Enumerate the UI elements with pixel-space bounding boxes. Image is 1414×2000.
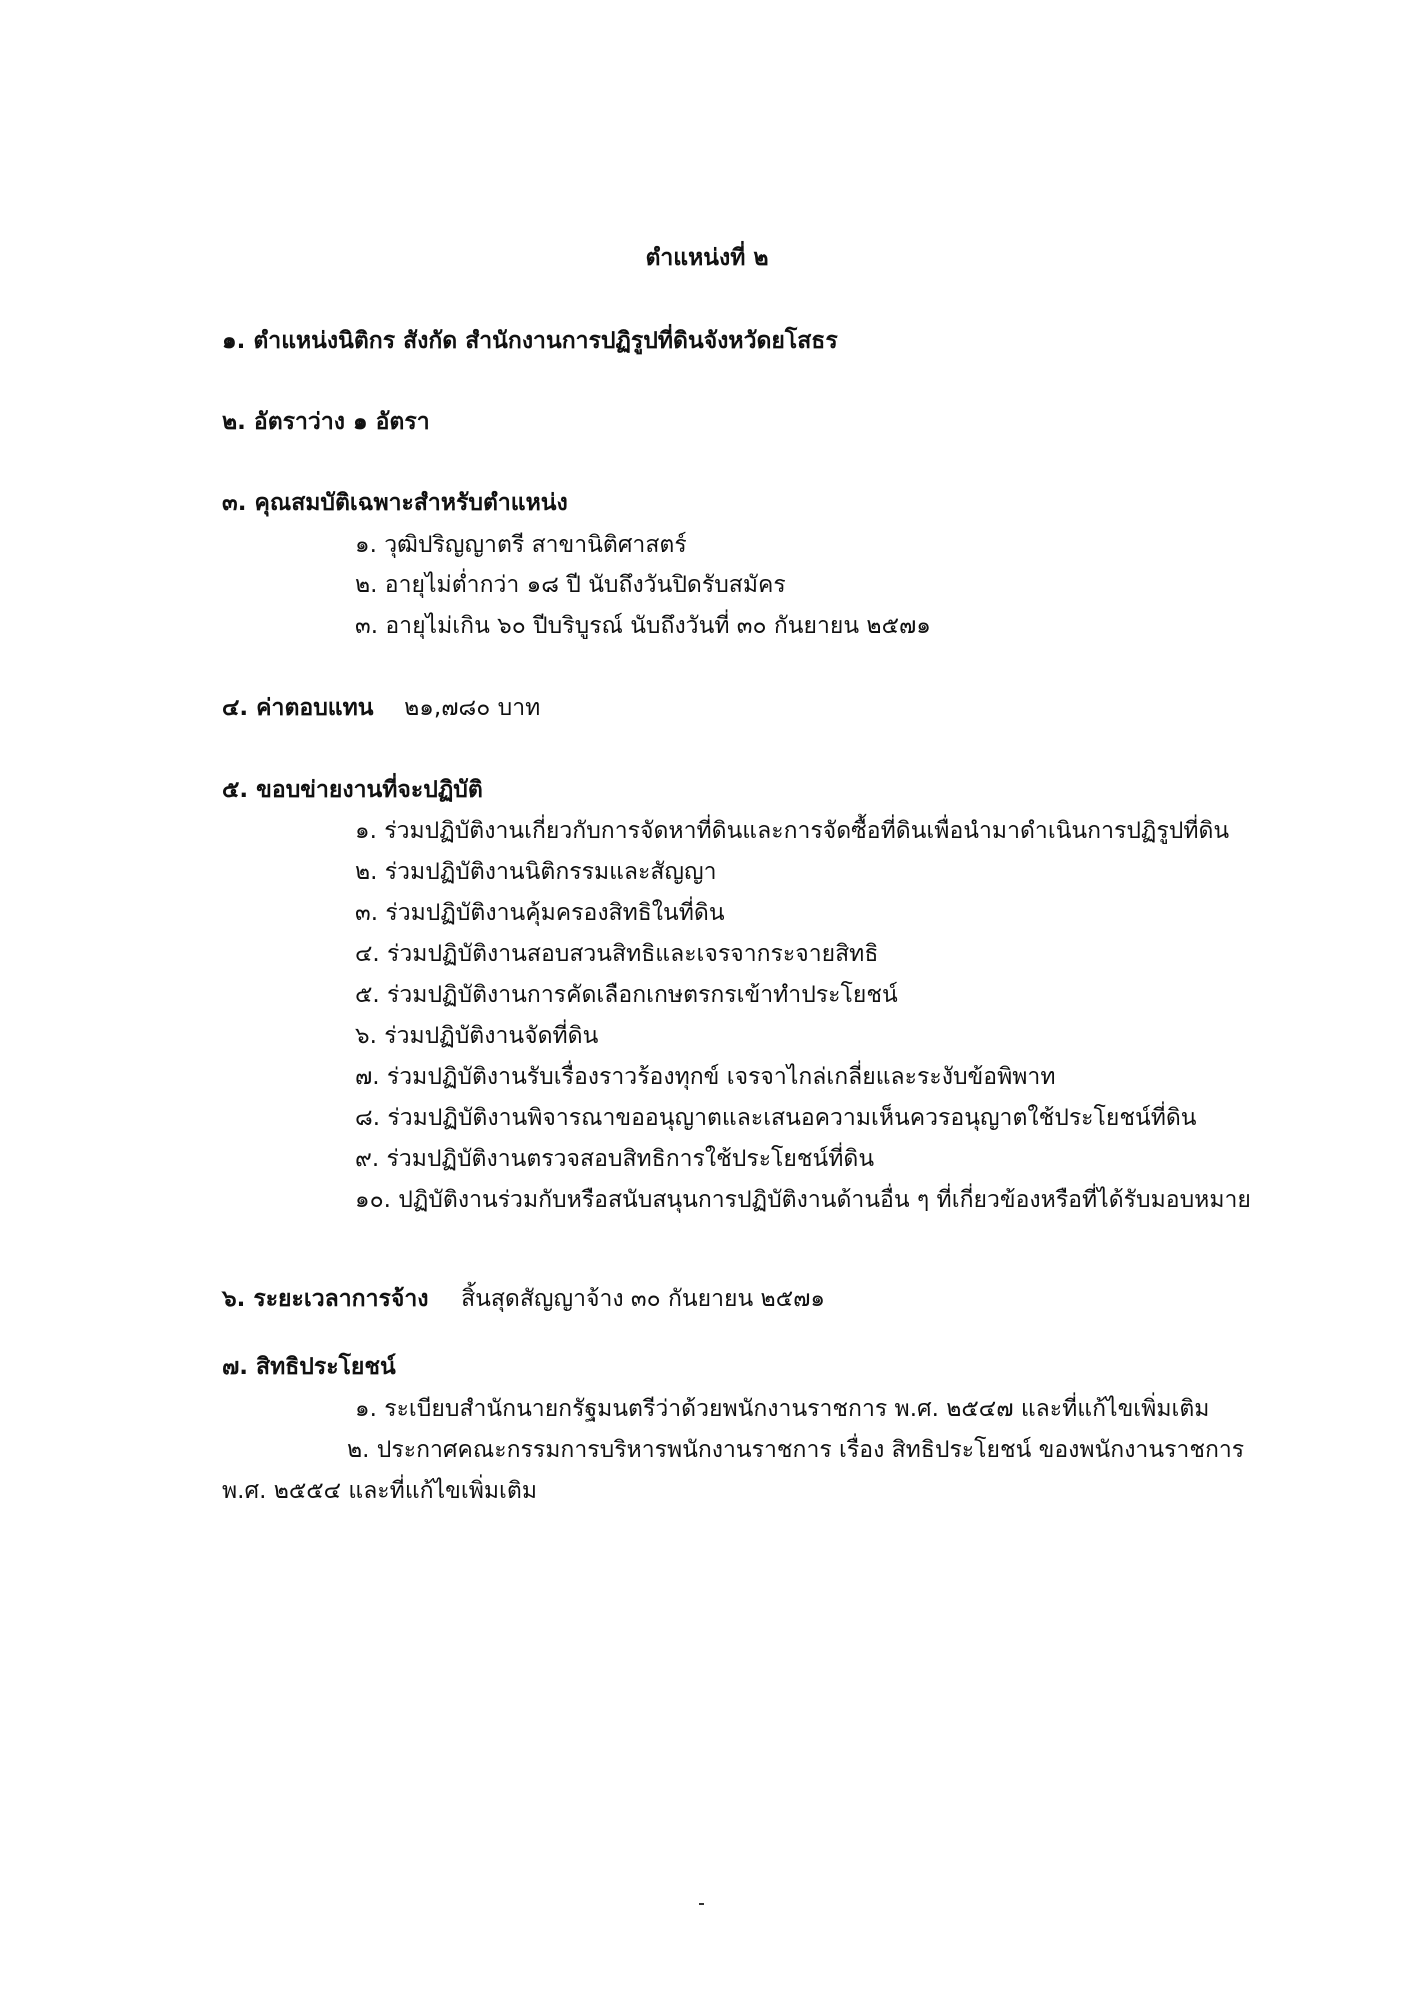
section-3-heading: ๓. คุณสมบัติเฉพาะสำหรับตำแหน่ง (222, 490, 568, 516)
duty-item: ๕. ร่วมปฏิบัติงานการคัดเลือกเกษตรกรเข้าทำประโยชน์ (355, 982, 898, 1008)
scan-speck (699, 1903, 704, 1905)
section-2-heading: ๒. อัตราว่าง ๑ อัตรา (222, 409, 430, 435)
compensation-value: ๒๑,๗๘๐ บาท (404, 695, 541, 721)
section-4-row (222, 693, 540, 723)
page-title: ตำแหน่งที่ ๒ (645, 245, 769, 271)
benefit-item: ๑. ระเบียบสำนักนายกรัฐมนตรีว่าด้วยพนักงานราชการ พ.ศ. ๒๕๔๗ และที่แก้ไขเพิ่มเติม (355, 1396, 1210, 1422)
duty-item: ๑๐. ปฏิบัติงานร่วมกับหรือสนับสนุนการปฏิบัติงานด้านอื่น ๆ ที่เกี่ยวข้องหรือที่ได้รับมอบหมาย (355, 1187, 1251, 1213)
duty-item: ๒. ร่วมปฏิบัติงานนิติกรรมและสัญญา (355, 859, 717, 885)
benefit-item-continuation: พ.ศ. ๒๕๕๔ และที่แก้ไขเพิ่มเติม (222, 1478, 538, 1504)
section-4-heading: ๔. ค่าตอบแทน (222, 695, 374, 721)
duty-item: ๖. ร่วมปฏิบัติงานจัดที่ดิน (355, 1023, 599, 1049)
qualification-item: ๑. วุฒิปริญญาตรี สาขานิติศาสตร์ (355, 532, 687, 558)
duty-item: ๘. ร่วมปฏิบัติงานพิจารณาขออนุญาตและเสนอความเห็นควรอนุญาตใช้ประโยชน์ที่ดิน (355, 1105, 1197, 1131)
duty-item: ๗. ร่วมปฏิบัติงานรับเรื่องราวร้องทุกข์ เจรจาไกล่เกลี่ยและระงับข้อพิพาท (355, 1064, 1056, 1090)
section-7-heading: ๗. สิทธิประโยชน์ (222, 1354, 396, 1380)
duty-item: ๑. ร่วมปฏิบัติงานเกี่ยวกับการจัดหาที่ดินและการจัดซื้อที่ดินเพื่อนำมาดำเนินการปฏิรูปที่ดิน (355, 818, 1230, 844)
duty-item: ๔. ร่วมปฏิบัติงานสอบสวนสิทธิและเจรจากระจายสิทธิ (355, 941, 879, 967)
duty-item: ๓. ร่วมปฏิบัติงานคุ้มครองสิทธิในที่ดิน (355, 900, 725, 926)
section-1-heading: ๑. ตำแหน่งนิติกร สังกัด สำนักงานการปฏิรูปที่ดินจังหวัดยโสธร (222, 328, 838, 354)
section-6-heading: ๖. ระยะเวลาการจ้าง (222, 1286, 429, 1312)
benefit-item: ๒. ประกาศคณะกรรมการบริหารพนักงานราชการ เรื่อง สิทธิประโยชน์ ของพนักงานราชการ (347, 1437, 1245, 1463)
qualification-item: ๒. อายุไม่ต่ำกว่า ๑๘ ปี นับถึงวันปิดรับสมัคร (355, 572, 786, 598)
section-5-heading: ๕. ขอบข่ายงานที่จะปฏิบัติ (222, 777, 483, 803)
contract-end-value: สิ้นสุดสัญญาจ้าง ๓๐ กันยายน ๒๕๗๑ (461, 1286, 826, 1312)
qualification-item: ๓. อายุไม่เกิน ๖๐ ปีบริบูรณ์ นับถึงวันที่ ๓๐ กันยายน ๒๕๗๑ (355, 613, 931, 639)
section-6-row (222, 1284, 825, 1314)
duty-item: ๙. ร่วมปฏิบัติงานตรวจสอบสิทธิการใช้ประโยชน์ที่ดิน (355, 1146, 875, 1172)
